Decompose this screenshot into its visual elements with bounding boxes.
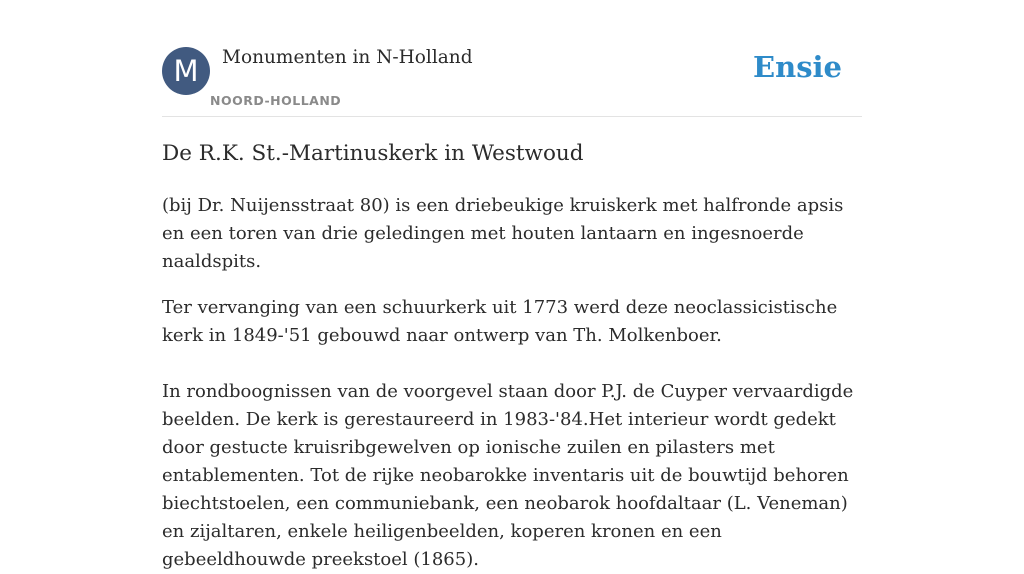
article-paragraph-3: In rondboognissen van de voorgevel staan door P.J. de Cuyper vervaardigde beelden. De kerk is gerestaureerd in 1983-'84.Het interieur wordt gedekt door gestucte kruisribgewelven op ionische zuilen en pilasters met entablementen. Tot de rijke neobarokke inventaris uit de bouwtijd behoren biechtstoelen, een communiebank, een neobarok hoofdaltaar (L. Veneman) en zijaltaren, enkele heiligenbeelden, koperen kronen en een gebeeldhouwde preekstoel (1865). — [162, 381, 854, 570]
article-paragraph-1: (bij Dr. Nuijensstraat 80) is een driebeukige kruiskerk met halfronde apsis en een toren van drie geledingen met houten lantaarn en ingesnoerde naaldspits. — [162, 195, 844, 272]
article-title: De R.K. St.-Martinuskerk in Westwoud — [162, 141, 584, 166]
ensie-logo[interactable]: Ensie — [753, 50, 842, 84]
source-avatar[interactable]: M — [162, 47, 210, 95]
source-title-link[interactable]: Monumenten in N-Holland — [222, 47, 473, 68]
article-paragraph-2: Ter vervanging van een schuurkerk uit 1773 werd deze neoclassicistische kerk in 1849-'51 gebouwd naar ontwerp van Th. Molkenboer. — [162, 297, 838, 346]
source-category-link[interactable]: NOORD-HOLLAND — [210, 93, 342, 108]
source-header — [162, 44, 862, 117]
article-body — [162, 138, 862, 574]
